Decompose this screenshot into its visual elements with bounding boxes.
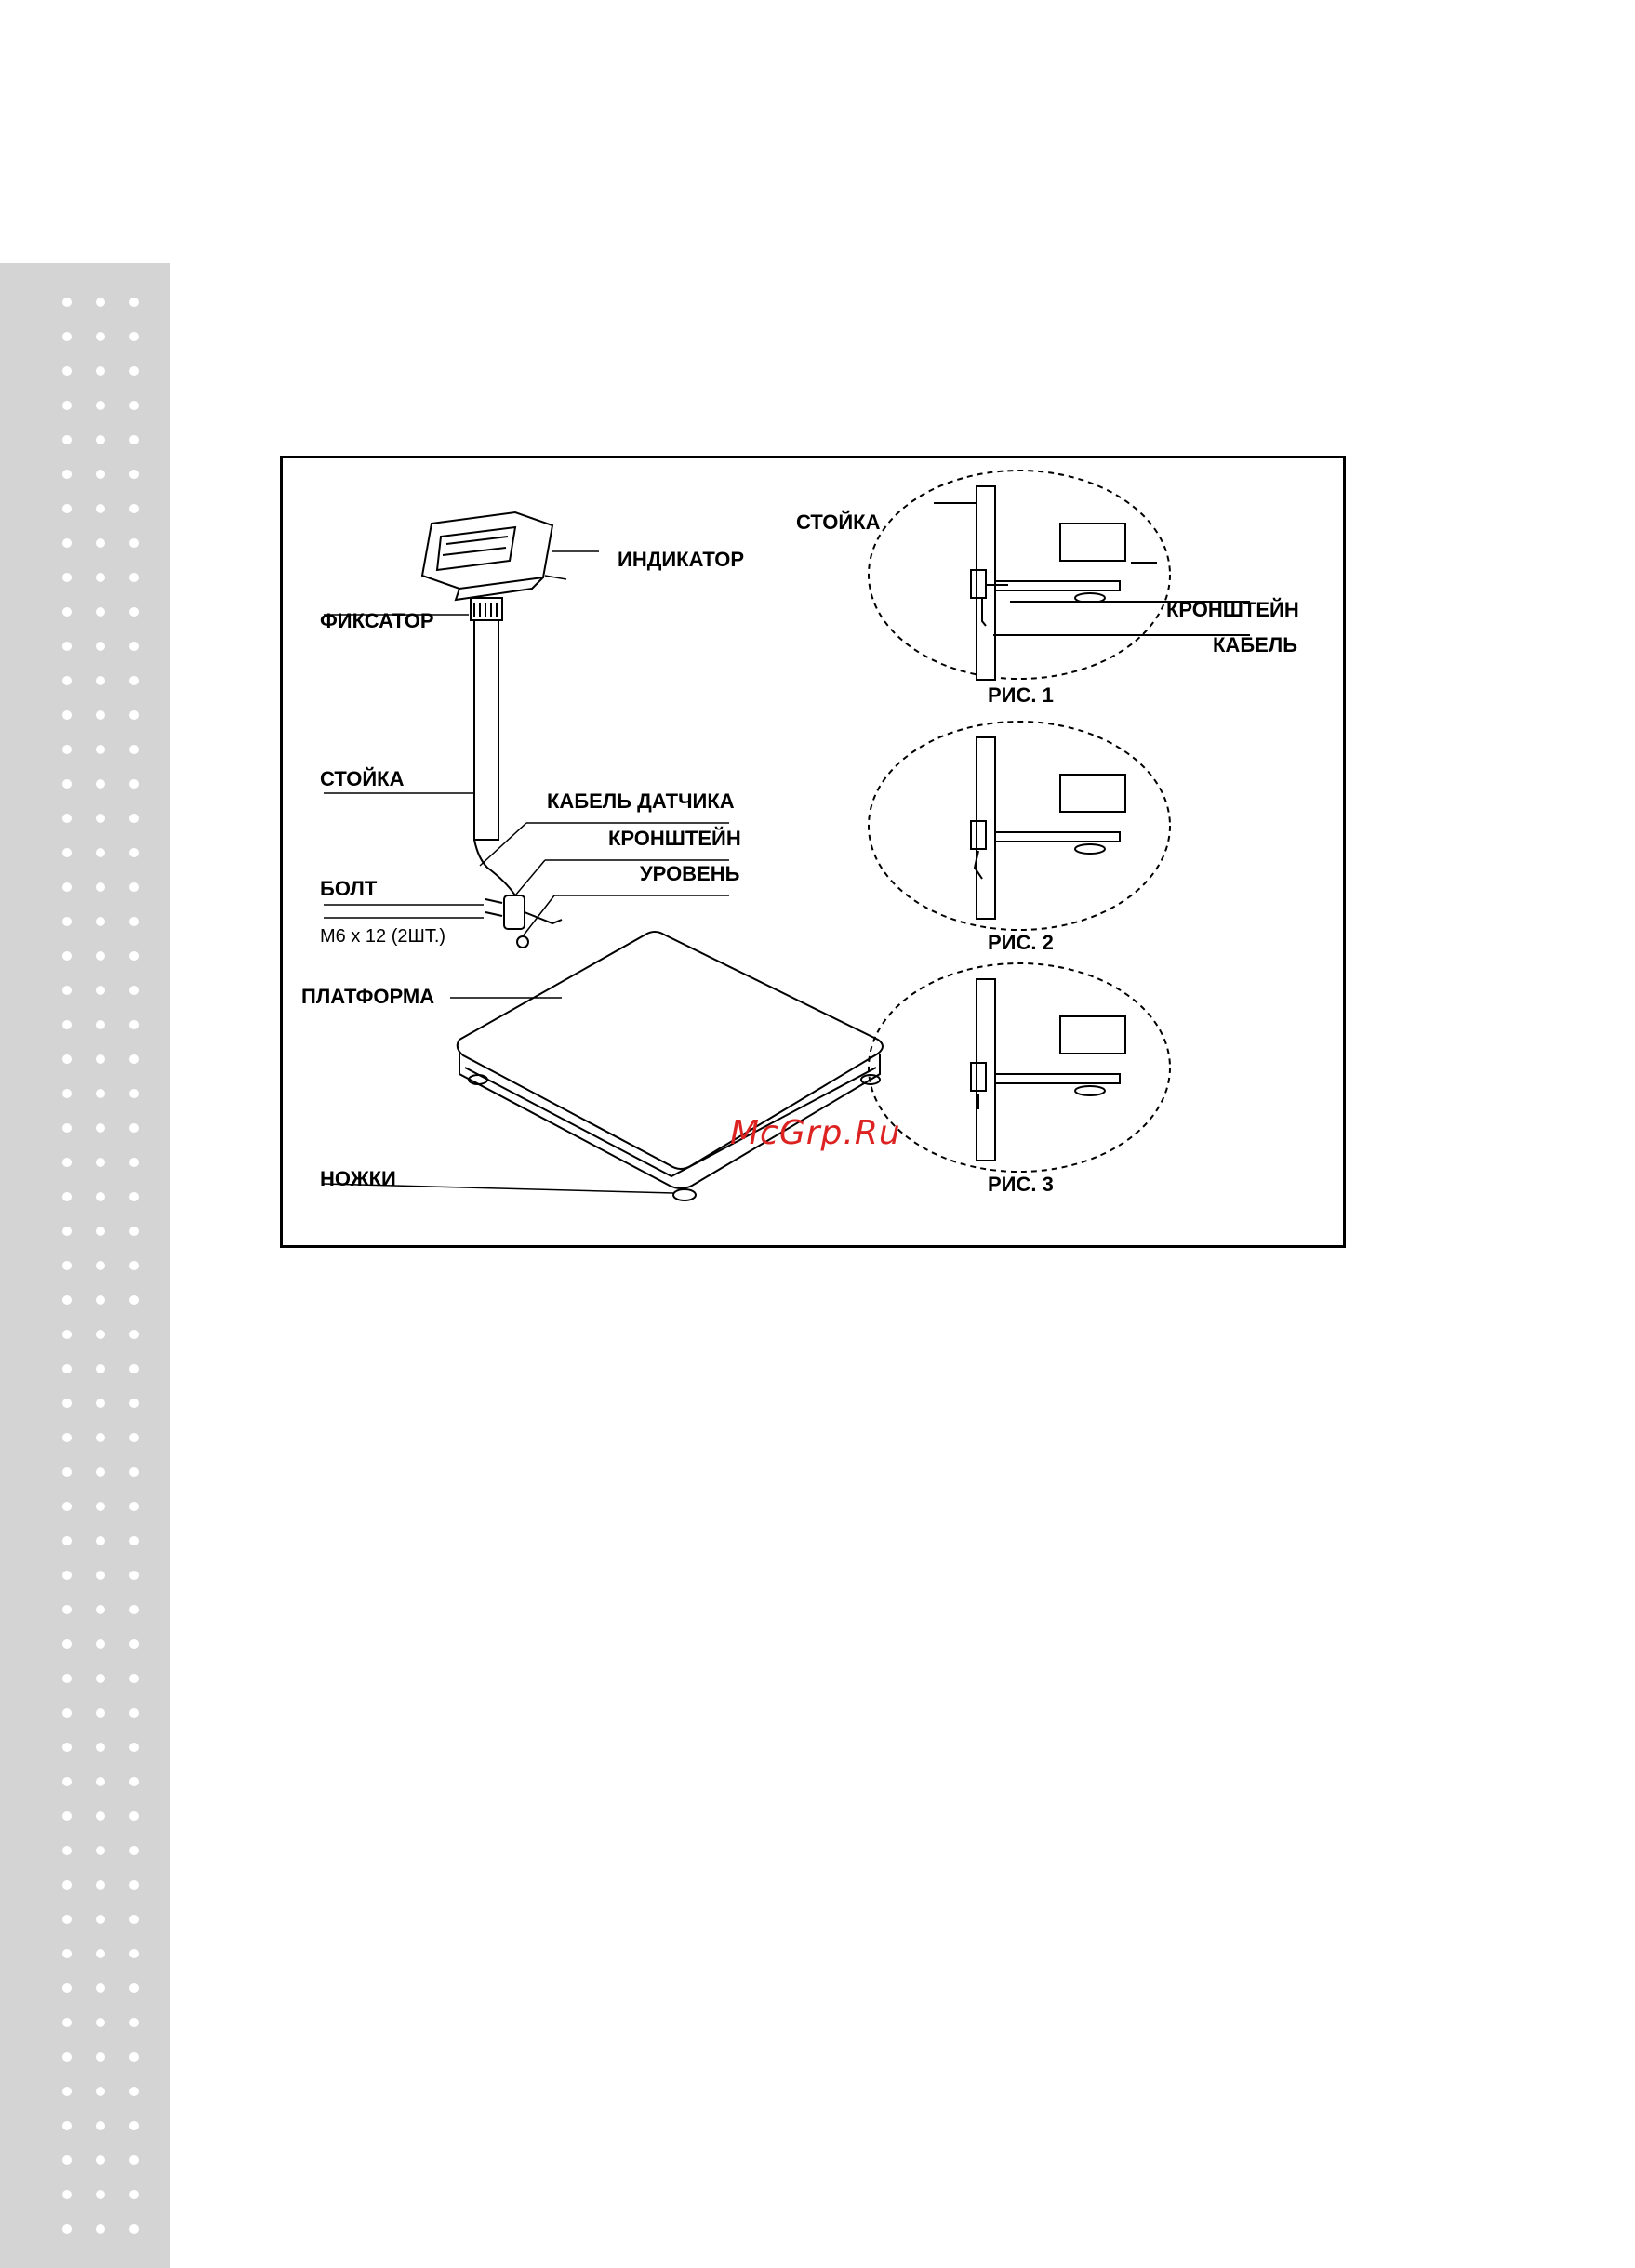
decor-dot: [129, 1708, 139, 1718]
decor-dot: [129, 710, 139, 720]
decor-dot: [129, 848, 139, 857]
decor-dot: [96, 917, 105, 926]
decor-dot: [129, 814, 139, 823]
decor-dot: [62, 2190, 72, 2199]
decor-dot: [129, 470, 139, 479]
decor-dot: [129, 1502, 139, 1511]
detail-label-cable: КАБЕЛЬ: [1213, 633, 1298, 657]
decor-dot: [129, 676, 139, 685]
label-stand: СТОЙКА: [320, 767, 405, 790]
decor-dot: [129, 504, 139, 513]
decor-dot: [96, 1399, 105, 1408]
decor-dot: [96, 2087, 105, 2096]
decor-dot: [96, 676, 105, 685]
decor-dot: [62, 1158, 72, 1167]
label-clamp: ФИКСАТОР: [320, 609, 434, 632]
decor-dot: [96, 1708, 105, 1718]
decor-dot: [96, 1605, 105, 1614]
decor-dot: [96, 1158, 105, 1167]
caption-fig-3: РИС. 3: [988, 1173, 1054, 1196]
decor-dot: [96, 607, 105, 617]
label-bolt-spec: M6 x 12 (2ШТ.): [320, 926, 446, 947]
decor-dot: [129, 1777, 139, 1786]
decor-dot: [62, 917, 72, 926]
decor-dot: [129, 1536, 139, 1545]
decor-dot: [62, 986, 72, 995]
decor-dot: [62, 573, 72, 582]
decor-dot: [62, 1123, 72, 1133]
decor-dot: [129, 1399, 139, 1408]
decor-dot: [96, 1639, 105, 1649]
decor-dot: [62, 1674, 72, 1683]
decor-dot: [62, 435, 72, 444]
decor-dot: [96, 1433, 105, 1442]
decor-dot: [96, 1880, 105, 1890]
decor-dot: [96, 1295, 105, 1305]
decor-dot: [62, 2018, 72, 2027]
decor-dot: [129, 1811, 139, 1821]
label-level: УРОВЕНЬ: [640, 862, 740, 885]
detail-label-stand: СТОЙКА: [796, 511, 881, 534]
decor-dot: [129, 1743, 139, 1752]
decor-dot: [62, 642, 72, 651]
caption-fig-1: РИС. 1: [988, 683, 1054, 707]
decor-dot: [129, 2155, 139, 2165]
decor-dot: [62, 470, 72, 479]
decor-dot: [96, 435, 105, 444]
decor-dot: [62, 1364, 72, 1373]
decor-dot: [62, 1227, 72, 1236]
decor-dot: [96, 2190, 105, 2199]
decor-dot: [62, 2087, 72, 2096]
decor-dot: [129, 1915, 139, 1924]
decor-dot: [62, 332, 72, 341]
decor-dot: [62, 1846, 72, 1855]
decor-dot: [96, 1089, 105, 1098]
decor-dot: [62, 607, 72, 617]
label-platform: ПЛАТФОРМА: [301, 985, 435, 1008]
decor-dot: [96, 1777, 105, 1786]
decor-dot: [62, 2224, 72, 2234]
label-sensor-cable: КАБЕЛЬ ДАТЧИКА: [547, 789, 735, 813]
decor-dot: [96, 573, 105, 582]
decor-dot: [96, 882, 105, 892]
decor-dot: [62, 710, 72, 720]
decor-dot: [96, 401, 105, 410]
decor-dot: [62, 1777, 72, 1786]
decor-dot: [129, 1330, 139, 1339]
label-bolt: БОЛТ: [320, 877, 378, 900]
decor-dot: [62, 1502, 72, 1511]
decor-dot: [129, 745, 139, 754]
decor-dot: [96, 1743, 105, 1752]
decor-dot: [62, 1020, 72, 1029]
decor-dot: [96, 1054, 105, 1064]
decor-dot: [129, 1674, 139, 1683]
decor-dot: [129, 435, 139, 444]
decor-dot: [62, 298, 72, 307]
decor-dot: [96, 1674, 105, 1683]
decor-dot: [129, 1639, 139, 1649]
decor-dot: [62, 848, 72, 857]
decor-dot: [129, 1949, 139, 1958]
decor-dot: [129, 1846, 139, 1855]
decor-dot: [129, 1571, 139, 1580]
decor-dot: [96, 1123, 105, 1133]
decor-dot: [62, 1915, 72, 1924]
decor-dot: [96, 366, 105, 376]
decor-dot: [96, 470, 105, 479]
detail-views: [869, 471, 1170, 1172]
decor-dot: [96, 1192, 105, 1201]
label-indicator: ИНДИКАТОР: [618, 548, 745, 571]
decor-dot: [129, 1467, 139, 1477]
bolt-illustration: [485, 899, 502, 916]
decor-dot: [129, 298, 139, 307]
decor-dot: [62, 1605, 72, 1614]
watermark-text: McGrp.Ru: [730, 1114, 901, 1152]
decor-dot: [62, 1399, 72, 1408]
decor-dot: [129, 1605, 139, 1614]
decor-dot: [62, 1949, 72, 1958]
decor-dot: [96, 1261, 105, 1270]
decor-dot: [129, 332, 139, 341]
decor-dot: [129, 2052, 139, 2062]
decor-dot: [129, 607, 139, 617]
decor-dot: [62, 1467, 72, 1477]
decor-dot: [62, 882, 72, 892]
decor-dot: [96, 1536, 105, 1545]
decor-dot: [129, 1020, 139, 1029]
decor-dot: [62, 1743, 72, 1752]
label-bracket: КРОНШТЕЙН: [608, 827, 741, 850]
decor-dot: [96, 779, 105, 789]
decor-dot: [96, 298, 105, 307]
decor-dot: [96, 710, 105, 720]
decor-dot: [96, 2155, 105, 2165]
decor-dot: [129, 1089, 139, 1098]
decor-dot: [96, 1502, 105, 1511]
decor-dot: [96, 814, 105, 823]
dot-pattern: [0, 263, 170, 2268]
decor-dot: [129, 986, 139, 995]
bracket-illustration: [504, 895, 562, 948]
platform-illustration: [458, 932, 883, 1200]
decor-dot: [62, 504, 72, 513]
decor-dot: [62, 1811, 72, 1821]
decor-dot: [96, 1227, 105, 1236]
decor-dot: [129, 1158, 139, 1167]
stand-pole-illustration: [474, 620, 515, 895]
decor-dot: [96, 2121, 105, 2130]
decor-dot: [62, 1295, 72, 1305]
decor-dot: [129, 1433, 139, 1442]
decor-dot: [96, 1467, 105, 1477]
decor-dot: [96, 1330, 105, 1339]
decor-dot: [62, 1089, 72, 1098]
decor-dot: [96, 332, 105, 341]
decor-dot: [96, 1571, 105, 1580]
decor-dot: [96, 642, 105, 651]
decor-dot: [62, 745, 72, 754]
decor-dot: [129, 779, 139, 789]
decor-dot: [62, 1261, 72, 1270]
decor-dot: [62, 366, 72, 376]
decor-dot: [96, 951, 105, 961]
indicator-illustration: [422, 512, 552, 620]
decor-dot: [129, 642, 139, 651]
decor-dot: [62, 1536, 72, 1545]
decor-dot: [129, 401, 139, 410]
label-feet: НОЖКИ: [320, 1167, 396, 1190]
decor-dot: [129, 366, 139, 376]
decor-dot: [96, 745, 105, 754]
decor-dot: [62, 538, 72, 548]
decor-dot: [96, 504, 105, 513]
decor-dot: [129, 1261, 139, 1270]
decor-dot: [96, 1915, 105, 1924]
decor-dot: [96, 1020, 105, 1029]
decor-dot: [62, 2121, 72, 2130]
decor-dot: [129, 1192, 139, 1201]
decor-dot: [62, 1571, 72, 1580]
decor-dot: [96, 1949, 105, 1958]
decor-dot: [62, 1192, 72, 1201]
decor-dot: [96, 2052, 105, 2062]
decor-dot: [129, 917, 139, 926]
decor-dot: [129, 2224, 139, 2234]
decor-dot: [96, 1983, 105, 1993]
decor-dot: [129, 1054, 139, 1064]
decor-dot: [96, 2018, 105, 2027]
decor-dot: [129, 2190, 139, 2199]
detail-label-bracket: КРОНШТЕЙН: [1166, 598, 1299, 621]
decor-dot: [62, 2052, 72, 2062]
decor-dot: [129, 573, 139, 582]
decor-dot: [62, 1433, 72, 1442]
decor-dot: [62, 779, 72, 789]
decor-dot: [62, 676, 72, 685]
decor-dot: [129, 1364, 139, 1373]
decor-dot: [96, 1811, 105, 1821]
detail-drawings: [934, 486, 1250, 1161]
decor-dot: [62, 1983, 72, 1993]
decor-dot: [62, 2155, 72, 2165]
decor-dot: [62, 1330, 72, 1339]
decor-dot: [129, 2121, 139, 2130]
decor-dot: [96, 1364, 105, 1373]
decor-dot: [62, 1054, 72, 1064]
decor-dot: [129, 1880, 139, 1890]
decor-dot: [129, 882, 139, 892]
decor-dot: [62, 1880, 72, 1890]
decor-dot: [62, 1708, 72, 1718]
decor-dot: [129, 1983, 139, 1993]
decor-dot: [129, 1295, 139, 1305]
decorative-side-band: [0, 263, 170, 2268]
decor-dot: [129, 1227, 139, 1236]
decor-dot: [96, 2224, 105, 2234]
decor-dot: [62, 814, 72, 823]
decor-dot: [96, 538, 105, 548]
decor-dot: [129, 538, 139, 548]
caption-fig-2: РИС. 2: [988, 931, 1054, 954]
decor-dot: [129, 2018, 139, 2027]
decor-dot: [62, 1639, 72, 1649]
decor-dot: [62, 401, 72, 410]
decor-dot: [129, 1123, 139, 1133]
decor-dot: [62, 951, 72, 961]
decor-dot: [129, 951, 139, 961]
decor-dot: [96, 848, 105, 857]
decor-dot: [129, 2087, 139, 2096]
decor-dot: [96, 1846, 105, 1855]
decor-dot: [96, 986, 105, 995]
